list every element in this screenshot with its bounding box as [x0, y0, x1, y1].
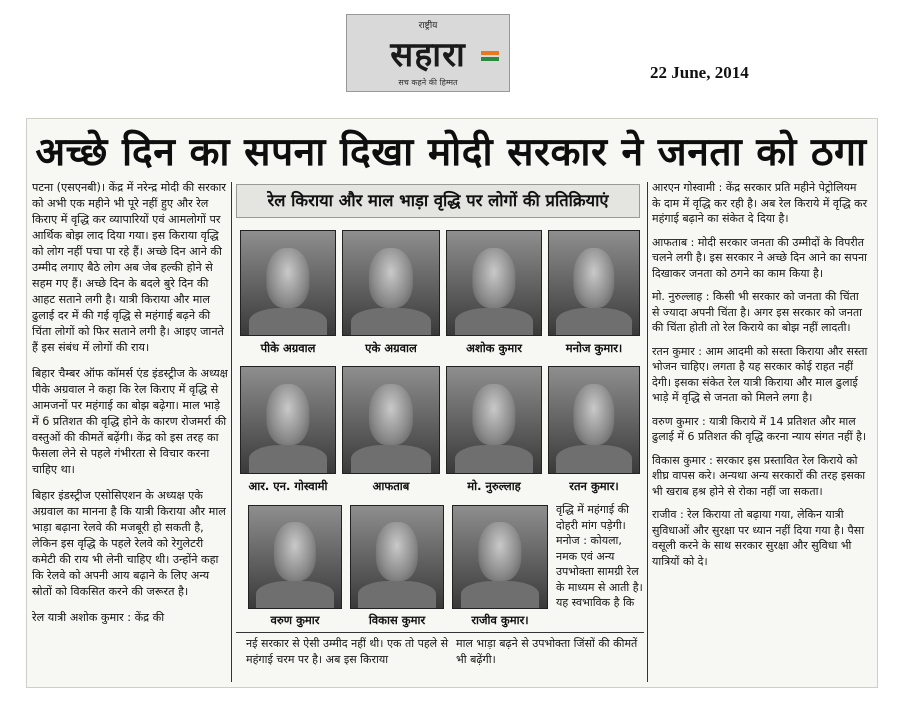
caption: आर. एन. गोस्वामी — [248, 479, 328, 493]
caption: रतन कुमार। — [569, 479, 619, 493]
logo-main-text: सहारा — [390, 35, 466, 75]
bottom-left-text: नई सरकार से ऐसी उम्मीद नहीं थी। एक तो पहले से महंगाई चरम पर है। अब इस किराया — [246, 637, 449, 666]
comment-ratan: रतन कुमार : आम आदमी को सस्ता किराया और सस्ता भोजन चाहिए। लगता है यह सरकार कोई राहत नहीं देगी। इसका संकेत रेल यात्री किराया और माल ढुलाई भाड़े में वृद्धि से जनता को मिलने लगा है। — [652, 344, 868, 404]
paragraph-ashok-kumar: रेल यात्री अशोक कुमार : केंद्र की — [32, 611, 165, 624]
photo-ashok-kumar — [446, 230, 542, 336]
subheadline: रेल किराया और माल भाड़ा वृद्धि पर लोगों की प्रतिक्रियाएं — [236, 184, 640, 218]
logo-tagline: सच कहने की हिम्मत — [398, 78, 458, 87]
photo-ratan-kumar — [548, 366, 640, 474]
left-column — [32, 180, 228, 626]
caption: राजीव कुमार। — [471, 613, 529, 627]
photo-pk-agrawal — [240, 230, 336, 336]
photo-md-nurullah — [446, 366, 542, 474]
middle-column-text: वृद्धि में महंगाई की दोहरी मांग पड़ेगी। मनोज : कोयला, नमक एवं अन्य उपभोक्ता सामग्री रेल के माध्यम से आती है। यह स्वभाविक है कि — [556, 503, 643, 609]
publication-date: 22 June, 2014 — [650, 63, 749, 82]
paragraph-ak-agrawal: बिहार इंडस्ट्रीज एसोसिएशन के अध्यक्ष एके अग्रवाल का मानना है कि यात्री किराया और माल भाड़ा बढ़ाना रेलवे की मजबूरी हो सकती है, लेकिन इस वृद्धि के पहले रेलवे को रेगुलेटरी कमेटी की राय भी लेनी चाहिए थी। उन्होंने कहा कि रेलवे को अपनी आय बढ़ाने के लिए अन्य स्रोतों को विकसित करने की जरूरत है। — [32, 489, 226, 598]
photo-rajiv-kumar — [452, 505, 548, 609]
comment-varun: वरुण कुमार : यात्री किराये में 14 प्रतिशत और माल ढुलाई में 6 प्रतिशत की वृद्धि करना न्याय संगत नहीं है। — [652, 414, 867, 443]
comment-goswami: आरएन गोस्वामी : केंद्र सरकार प्रति महीने पेट्रोलियम के दाम में वृद्धि कर रही है। अब रेल किराये में वृद्धि कर महंगाई बढ़ाने का संकेत दे दिया है। — [652, 181, 868, 225]
comment-rajiv: राजीव : रेल किराया तो बढ़ाया गया, लेकिन यात्री सुविधाओं और सुरक्षा पर ध्यान नहीं दिया गया है। पैसा वसूली करने के साथ सरकार सुरक्षा और सुविधा भी यात्रियों को दे। — [652, 508, 865, 568]
photo-rn-goswami — [240, 366, 336, 474]
newspaper-logo — [346, 14, 510, 92]
caption: पीके अग्रवाल — [260, 341, 316, 355]
right-column — [652, 180, 868, 569]
column-divider-left — [231, 182, 232, 682]
caption: मनोज कुमार। — [565, 341, 623, 355]
comment-nurullah: मो. नुरुल्लाह : किसी भी सरकार को जनता की चिंता से ज्यादा अपनी चिंता है। अगर इस सरकार को जनता की चिंता होती तो रेल किराये का बोझ नहीं लादती। — [652, 290, 863, 334]
photo-ak-agrawal — [342, 230, 440, 336]
intro-paragraph: पटना (एसएनबी)। केंद्र में नरेन्द्र मोदी की सरकार को अभी एक महीने भी पूरे नहीं हुए और रेल किराए में वृद्धि कर व्यापारियों एवं आमलोगों पर आर्थिक बोझ लाद दिया गया। इस किराया वृद्धि को लोग नहीं पचा पा रहे हैं। अच्छे दिन आने की उम्मीद लगाए बैठे लोग अब जेब हल्की होने से सहम गए हैं। अच्छे दिन के बदले बुरे दिन की आहट सताने लगी है। यात्री किराया और माल ढुलाई दर में की गई वृद्धि से महंगाई बढ़ने की चिंता लोगों को फिर सताने लगी है। आइए जानते हैं इस संबंध में लोगों की राय। — [32, 181, 226, 354]
comment-aftab: आफताब : मोदी सरकार जनता की उम्मीदों के विपरीत चलने लगी है। इस सरकार ने अच्छे दिन आने का सपना दिखाकर जनता को ठगने का काम किया है। — [652, 235, 867, 280]
headline: अच्छे दिन का सपना दिखा मोदी सरकार ने जनता को ठगा — [35, 130, 867, 175]
bottom-right-text: माल भाड़ा बढ़ने से उपभोक्ता जिंसों की कीमतें भी बढ़ेंगी। — [456, 637, 638, 666]
caption: अशोक कुमार — [466, 341, 522, 355]
flag-stripes-icon — [481, 51, 499, 55]
photo-varun-kumar — [248, 505, 342, 609]
column-divider-right — [647, 182, 648, 682]
caption: वरुण कुमार — [270, 613, 320, 627]
photo-vikas-kumar — [350, 505, 444, 609]
caption: आफताब — [372, 479, 410, 493]
caption: मो. नुरुल्लाह — [467, 479, 521, 493]
paragraph-pk-agrawal: बिहार चैम्बर ऑफ कॉमर्स एंड इंडस्ट्रीज के अध्यक्ष पीके अग्रवाल ने कहा कि रेल किराए में वृद्धि से आमजनों पर महंगाई का बोझ बढ़ेगा। माल भाड़े में 6 प्रतिशत की वृद्धि होने के कारण रोजमर्रा की वस्तुओं की कीमतें बढ़ेंगी। केंद्र को इस तरह का फैसला लेने से पहले गंभीरता से विचार करना चाहिए था। — [32, 367, 228, 476]
caption: विकास कुमार — [368, 613, 426, 627]
comment-vikas: विकास कुमार : सरकार इस प्रस्तावित रेल किराये को शीघ्र वापस करे। अन्यथा अन्य सरकारों की तरह इसका भी खराब हश्र होने से रोका नहीं जा सकता। — [652, 453, 866, 498]
caption: एके अग्रवाल — [365, 341, 417, 355]
photo-aftab — [342, 366, 440, 474]
photo-manoj-kumar — [548, 230, 640, 336]
bottom-divider — [236, 632, 644, 633]
logo-top-text: राष्ट्रीय — [418, 21, 438, 31]
